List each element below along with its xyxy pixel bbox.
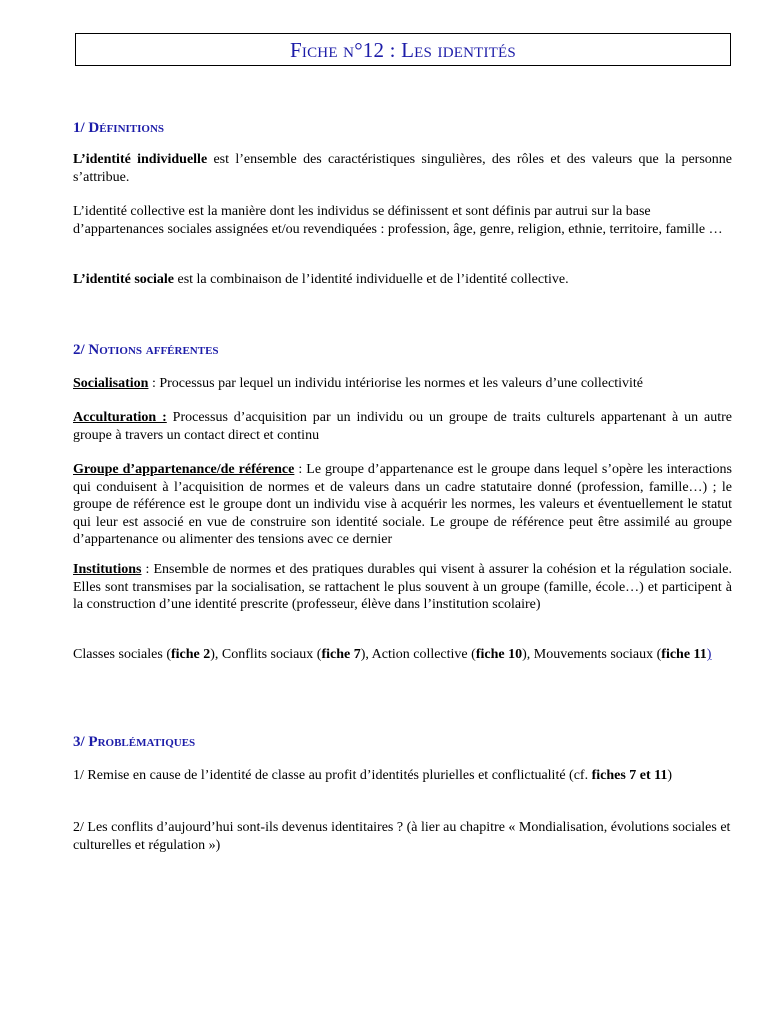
- heading-problematiques: 3/ Problématiques: [73, 734, 196, 750]
- renvoi-text: ), Action collective (: [360, 647, 476, 662]
- problematique-ref: fiches 7 et 11: [591, 768, 668, 783]
- renvoi-text: ), Mouvements sociaux (: [522, 647, 662, 662]
- heading-notions: 2/ Notions afférentes: [73, 342, 219, 358]
- paragraph-identite-individuelle: [73, 151, 732, 186]
- renvoi-fiche: fiche 7: [321, 647, 361, 662]
- problematique-text: 1/ Remise en cause de l’identité de classe au profit d’identités plurielles et conflictualité (cf.: [73, 768, 592, 783]
- notion-acculturation: [73, 409, 732, 444]
- term-acculturation: Acculturation :: [73, 410, 167, 425]
- page-title: Fiche n°12 : Les identités: [290, 37, 516, 62]
- notion-institutions: [73, 561, 732, 614]
- renvoi-fiche: fiche 2: [170, 647, 211, 662]
- notion-text: : Ensemble de normes et des pratiques durables qui visent à assurer la cohésion et la régulation sociale. Elles sont transmises par la socialisation, se rattachent le plus souvent à un groupe (famille, école…) et participent à la construction d’une identité prescrite (professeur, élève dans l’institution scolaire): [73, 562, 732, 612]
- renvoi-text: ), Conflits sociaux (: [210, 647, 322, 662]
- notion-text: : Le groupe d’appartenance est le groupe dans lequel s’opère les interactions qui conduisent à l’acquisition de normes et de valeurs dans un cadre statutaire donné (profession, famille…) ; le groupe de référence est le groupe dont un individu vise à acquérir les normes, les valeurs et éventuellement le statut qui leur est associé en vue de construire son identité sociale. Le groupe de référence peut être assimilé au groupe d’appartenance ou alimenter des tensions avec ce dernier: [73, 462, 732, 547]
- title-box: [75, 33, 731, 66]
- term-socialisation: Socialisation: [73, 376, 149, 391]
- paragraph-identite-sociale: [73, 271, 732, 289]
- renvoi-fiche: fiche 10: [475, 647, 523, 662]
- paragraph-identite-collective: [73, 203, 732, 238]
- renvois-fiches: [73, 646, 732, 664]
- renvoi-text: Classes sociales (: [73, 647, 171, 662]
- term-identite-individuelle: L’identité individuelle: [73, 152, 208, 167]
- term-groupe: Groupe d’appartenance/de référence: [73, 462, 295, 477]
- renvoi-link[interactable]: ): [706, 647, 712, 662]
- notion-text: Processus d’acquisition par un individu ou un groupe de traits culturels appartenant à un autre groupe à travers un contact direct et continu: [73, 410, 732, 443]
- definition-text: L’identité collective est la manière dont les individus se définissent et sont définis par autrui sur la base d’appartenances sociales assignées et/ou revendiquées : profession, âge, genre, religion, ethnie, territoire, famille …: [73, 204, 723, 237]
- notion-groupe: [73, 461, 732, 549]
- definition-text: est la combinaison de l’identité individuelle et de l’identité collective.: [173, 272, 569, 287]
- renvoi-fiche: fiche 11: [661, 647, 707, 662]
- term-identite-sociale: L’identité sociale: [73, 272, 174, 287]
- term-institutions: Institutions: [73, 562, 142, 577]
- problematique-2: [73, 819, 732, 854]
- definition-text: est l’ensemble des caractéristiques singulières, des rôles et des valeurs que la personne s’attribue.: [73, 152, 732, 185]
- notion-socialisation: [73, 375, 732, 393]
- problematique-1: [73, 767, 732, 785]
- problematique-text: 2/ Les conflits d’aujourd’hui sont-ils devenus identitaires ? (à lier au chapitre « Mondialisation, évolutions sociales et culturelles et régulation »): [73, 820, 731, 853]
- heading-definitions: 1/ Définitions: [73, 120, 165, 136]
- problematique-end: ): [667, 768, 673, 783]
- notion-text: : Processus par lequel un individu intériorise les normes et les valeurs d’une collectivité: [148, 376, 644, 391]
